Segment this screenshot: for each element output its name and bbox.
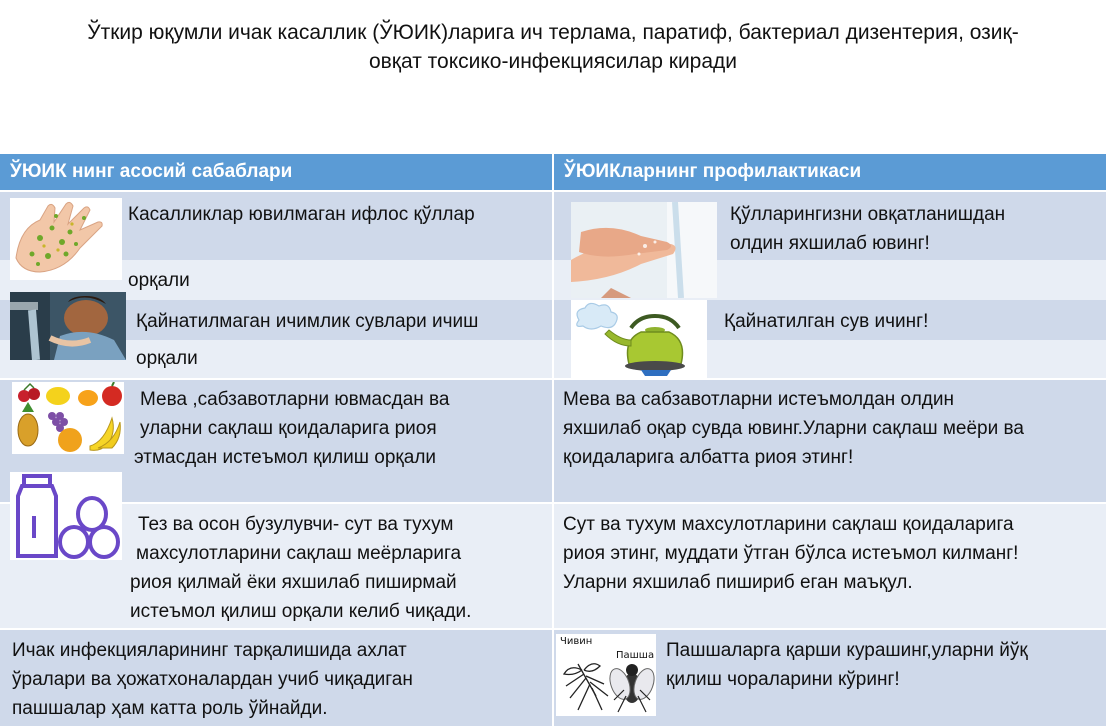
kettle-icon [571, 300, 707, 378]
row2-cause-line2: орқали [136, 348, 198, 369]
dirty-hands-icon [10, 198, 122, 280]
row3-prevention-line2: яхшилаб оқар сувда ювинг.Уларни сақлаш меёри ва [563, 418, 1024, 439]
mosquito-fly-icon [556, 634, 656, 716]
fruits-vegetables-icon [12, 382, 124, 454]
row4-cause-line3: риоя қилмай ёки яхшилаб пиширмай [130, 572, 457, 593]
row3-prevention-line3: қоидаларига албатта риоя этинг! [563, 447, 854, 468]
row3-cause-line3: этмасдан истеъмол қилиш орқали [134, 447, 437, 468]
title-line-2: овқат токсико-инфекциясилар киради [368, 50, 738, 73]
row1-cause-line1: Касалликлар ювилмаган ифлос қўллар [128, 204, 475, 225]
row4-cause-line1: Тез ва осон бузулувчи- сут ва тухум [138, 514, 454, 535]
row4-prevention-line1: Сут ва тухум махсулотларини сақлаш қоидаларига [563, 514, 1014, 535]
row4-prevention-line3: Уларни яхшилаб пишириб еган маъқул. [563, 572, 913, 593]
washing-hands-icon [571, 202, 717, 298]
row4-cause-line4: истеъмол қилиш орқали келиб чиқади. [130, 601, 472, 622]
header-causes: ЎЮИК нинг асосий сабаблари [0, 154, 552, 190]
mosquito-label: Чивин [560, 636, 593, 647]
drinking-water-icon [10, 292, 126, 360]
fly-label: Пашша [616, 650, 655, 661]
row3-prevention-line1: Мева ва сабзавотларни истеъмолдан олдин [563, 389, 954, 410]
row3-cause-line1: Мева ,сабзавотларни ювмасдан ва [140, 389, 450, 410]
row5-cause-line1: Ичак инфекцияларининг тарқалишида ахлат [12, 640, 407, 661]
row1-prevention-line1: Қўлларингизни овқатланишдан [730, 204, 1006, 225]
row2-prevention-line1: Қайнатилган сув ичинг! [724, 311, 929, 332]
row2-cause-line1: Қайнатилмаган ичимлик сувлари ичиш [136, 311, 479, 332]
milk-eggs-icon [10, 472, 122, 560]
row4-prevention-line2: риоя этинг, муддати ўтган бўлса истеъмол килманг! [563, 543, 1019, 564]
row5-prevention-line2: қилиш чораларини кўринг! [666, 669, 900, 690]
row5-cause-line2: ўралари ва ҳожатхоналардан учиб чиқадиган [12, 669, 413, 690]
page-title [0, 18, 1106, 76]
row3-cause-line2: уларни сақлаш қоидаларига риоя [140, 418, 437, 439]
row1-prevention-line2: олдин яхшилаб ювинг! [730, 233, 930, 254]
row5-cause-line3: пашшалар ҳам катта роль ўйнайди. [12, 698, 328, 719]
header-prevention: ЎЮИКларнинг профилактикаси [554, 154, 1106, 190]
title-line-1: Ўткир юқумли ичак касаллик (ЎЮИК)ларига ич терлама, паратиф, бактериал дизентерия, озиқ- [87, 21, 1019, 44]
row5-prevention-line1: Пашшаларга қарши курашинг,уларни йўқ [666, 640, 1028, 661]
row4-cause-line2: махсулотларини сақлаш меёрларига [136, 543, 462, 564]
row1-cause-line2: орқали [128, 270, 190, 291]
